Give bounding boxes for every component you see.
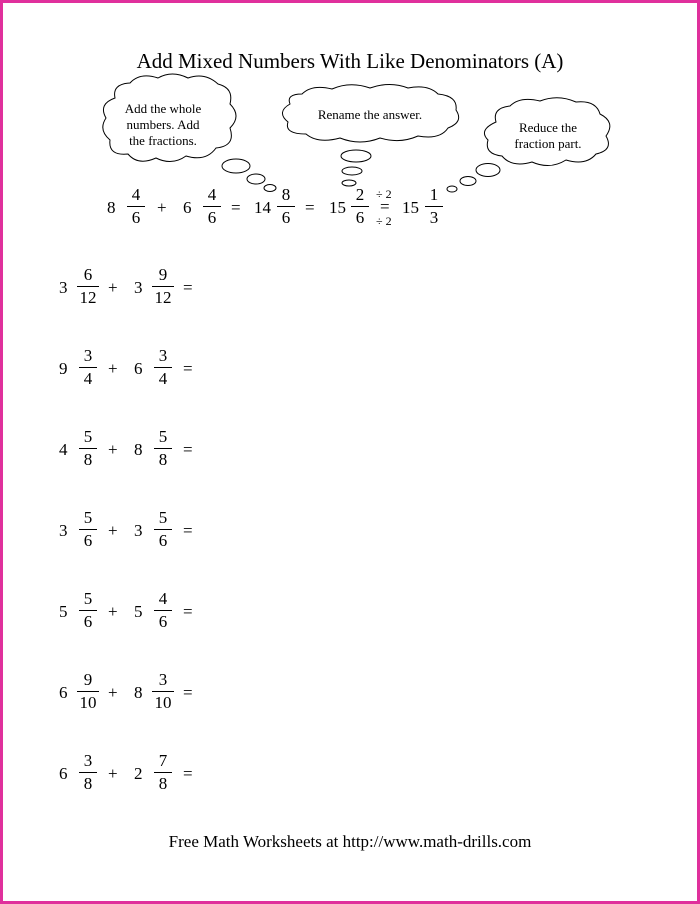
fraction-bar bbox=[154, 367, 172, 368]
problem-6-a-denominator: 10 bbox=[79, 693, 97, 712]
fraction-bar bbox=[79, 772, 97, 773]
problem-6-equals: = bbox=[183, 683, 193, 702]
bubble-1-line-2: numbers. Add bbox=[126, 117, 200, 132]
fraction-bar bbox=[425, 206, 443, 207]
bubble-3-text bbox=[500, 120, 596, 152]
problem-4-a-whole: 3 bbox=[59, 521, 68, 540]
example-equals-1: = bbox=[231, 198, 241, 217]
fraction-bar bbox=[77, 691, 99, 692]
problem-1-a-fraction bbox=[74, 265, 102, 307]
problem-6-b-whole: 8 bbox=[134, 683, 143, 702]
problem-2-a-fraction bbox=[74, 346, 102, 388]
fraction-bar bbox=[79, 529, 97, 530]
problem-3 bbox=[0, 427, 700, 477]
fraction-bar bbox=[351, 206, 369, 207]
problem-2-equals: = bbox=[183, 359, 193, 378]
problem-3-equals: = bbox=[183, 440, 193, 459]
problem-4-plus: + bbox=[108, 521, 118, 540]
problem-4-b-whole: 3 bbox=[134, 521, 143, 540]
problem-3-b-numerator: 5 bbox=[158, 427, 168, 446]
problem-7-a-denominator: 8 bbox=[83, 774, 93, 793]
problem-2-plus: + bbox=[108, 359, 118, 378]
problem-1-a-whole: 3 bbox=[59, 278, 68, 297]
example-sum1-numerator: 8 bbox=[281, 185, 291, 204]
example-sum3-numerator: 1 bbox=[429, 185, 439, 204]
example-sum1-whole: 14 bbox=[254, 198, 271, 217]
problem-1-a-denominator: 12 bbox=[79, 288, 97, 307]
example-sum1-fraction bbox=[272, 185, 300, 227]
example-a-numerator: 4 bbox=[131, 185, 141, 204]
problem-6-a-fraction bbox=[74, 670, 102, 712]
problem-5-a-fraction bbox=[74, 589, 102, 631]
problem-7-plus: + bbox=[108, 764, 118, 783]
problem-5-b-numerator: 4 bbox=[158, 589, 168, 608]
example-a-whole: 8 bbox=[107, 198, 116, 217]
example-b-numerator: 4 bbox=[207, 185, 217, 204]
problem-6-plus: + bbox=[108, 683, 118, 702]
problem-3-a-denominator: 8 bbox=[83, 450, 93, 469]
fraction-bar bbox=[277, 206, 295, 207]
example-sum3-denominator: 3 bbox=[429, 208, 439, 227]
problem-7-a-fraction bbox=[74, 751, 102, 793]
problem-3-a-numerator: 5 bbox=[83, 427, 93, 446]
problem-1-b-numerator: 9 bbox=[158, 265, 168, 284]
example-a-fraction bbox=[122, 185, 150, 227]
problem-5 bbox=[0, 589, 700, 639]
problem-1 bbox=[0, 265, 700, 315]
problem-2-b-fraction bbox=[149, 346, 177, 388]
example-sum2-whole: 15 bbox=[329, 198, 346, 217]
problem-4-b-fraction bbox=[149, 508, 177, 550]
problem-2-a-denominator: 4 bbox=[83, 369, 93, 388]
problem-3-a-whole: 4 bbox=[59, 440, 68, 459]
bubble-3-line-2: fraction part. bbox=[514, 136, 582, 151]
example-plus: + bbox=[157, 198, 167, 217]
problem-7-b-fraction bbox=[149, 751, 177, 793]
problem-1-plus: + bbox=[108, 278, 118, 297]
problem-6-b-numerator: 3 bbox=[158, 670, 168, 689]
problem-3-a-fraction bbox=[74, 427, 102, 469]
problem-6-b-denominator: 10 bbox=[154, 693, 172, 712]
problem-6-a-whole: 6 bbox=[59, 683, 68, 702]
example-sum3-whole: 15 bbox=[402, 198, 419, 217]
problem-4-b-numerator: 5 bbox=[158, 508, 168, 527]
problem-4-a-fraction bbox=[74, 508, 102, 550]
problem-1-b-denominator: 12 bbox=[154, 288, 172, 307]
bubble-3-line-1: Reduce the bbox=[518, 120, 578, 135]
problem-3-b-fraction bbox=[149, 427, 177, 469]
problem-5-a-whole: 5 bbox=[59, 602, 68, 621]
problem-7-b-numerator: 7 bbox=[158, 751, 168, 770]
problem-7-b-denominator: 8 bbox=[158, 774, 168, 793]
problem-6 bbox=[0, 670, 700, 720]
problem-4-a-denominator: 6 bbox=[83, 531, 93, 550]
problem-1-equals: = bbox=[183, 278, 193, 297]
fraction-bar bbox=[79, 367, 97, 368]
bubble-2-trail-2 bbox=[342, 167, 362, 175]
problem-2-a-whole: 9 bbox=[59, 359, 68, 378]
fraction-bar bbox=[79, 610, 97, 611]
problem-5-b-denominator: 6 bbox=[158, 612, 168, 631]
example-equals-3: = bbox=[380, 197, 390, 216]
fraction-bar bbox=[154, 448, 172, 449]
problem-7-a-whole: 6 bbox=[59, 764, 68, 783]
bubble-3-trail-1 bbox=[476, 164, 500, 177]
problem-5-b-fraction bbox=[149, 589, 177, 631]
problem-4-equals: = bbox=[183, 521, 193, 540]
example-sum2-numerator: 2 bbox=[355, 185, 365, 204]
example-a-denominator: 6 bbox=[131, 208, 141, 227]
problem-3-b-denominator: 8 bbox=[158, 450, 168, 469]
example-b-whole: 6 bbox=[183, 198, 192, 217]
fraction-bar bbox=[154, 529, 172, 530]
example-sum2-denominator: 6 bbox=[355, 208, 365, 227]
problem-5-a-denominator: 6 bbox=[83, 612, 93, 631]
bubble-2-text bbox=[298, 107, 442, 123]
bubble-1-text bbox=[113, 101, 213, 149]
problem-5-plus: + bbox=[108, 602, 118, 621]
fraction-bar bbox=[203, 206, 221, 207]
example-equation bbox=[0, 185, 700, 235]
problem-5-equals: = bbox=[183, 602, 193, 621]
bubble-1-trail-2 bbox=[247, 174, 265, 184]
problem-1-a-numerator: 6 bbox=[83, 265, 93, 284]
problem-5-a-numerator: 5 bbox=[83, 589, 93, 608]
example-sum2-fraction bbox=[346, 185, 374, 227]
fraction-bar bbox=[154, 772, 172, 773]
problem-2 bbox=[0, 346, 700, 396]
page-title: Add Mixed Numbers With Like Denominators (A) bbox=[136, 49, 564, 73]
footer-credit: Free Math Worksheets at http://www.math-drills.com bbox=[168, 832, 532, 851]
example-equals-2: = bbox=[305, 198, 315, 217]
bubble-2-trail-1 bbox=[341, 150, 371, 162]
problem-6-a-numerator: 9 bbox=[83, 670, 93, 689]
problem-3-b-whole: 8 bbox=[134, 440, 143, 459]
fraction-bar bbox=[152, 286, 174, 287]
problem-2-b-denominator: 4 bbox=[158, 369, 168, 388]
problem-3-plus: + bbox=[108, 440, 118, 459]
problem-5-b-whole: 5 bbox=[134, 602, 143, 621]
problem-6-b-fraction bbox=[149, 670, 177, 712]
fraction-bar bbox=[154, 610, 172, 611]
example-divide-top: ÷ 2 bbox=[376, 187, 392, 201]
problem-1-b-whole: 3 bbox=[134, 278, 143, 297]
bubble-1-trail-1 bbox=[222, 159, 250, 173]
example-b-denominator: 6 bbox=[207, 208, 217, 227]
fraction-bar bbox=[152, 691, 174, 692]
problem-7-equals: = bbox=[183, 764, 193, 783]
example-divide-bottom: ÷ 2 bbox=[376, 214, 392, 228]
problem-1-b-fraction bbox=[149, 265, 177, 307]
bubble-1-line-3: the fractions. bbox=[129, 133, 197, 148]
problem-7 bbox=[0, 751, 700, 801]
problem-4 bbox=[0, 508, 700, 558]
bubble-2-line-1: Rename the answer. bbox=[317, 107, 423, 122]
example-sum1-denominator: 6 bbox=[281, 208, 291, 227]
problem-7-b-whole: 2 bbox=[134, 764, 143, 783]
fraction-bar bbox=[79, 448, 97, 449]
problem-4-a-numerator: 5 bbox=[83, 508, 93, 527]
fraction-bar bbox=[77, 286, 99, 287]
problem-2-a-numerator: 3 bbox=[83, 346, 93, 365]
problem-4-b-denominator: 6 bbox=[158, 531, 168, 550]
example-sum3-fraction bbox=[420, 185, 448, 227]
bubble-1-line-1: Add the whole bbox=[124, 101, 202, 116]
problem-2-b-whole: 6 bbox=[134, 359, 143, 378]
problem-2-b-numerator: 3 bbox=[158, 346, 168, 365]
fraction-bar bbox=[127, 206, 145, 207]
problem-7-a-numerator: 3 bbox=[83, 751, 93, 770]
example-b-fraction bbox=[198, 185, 226, 227]
